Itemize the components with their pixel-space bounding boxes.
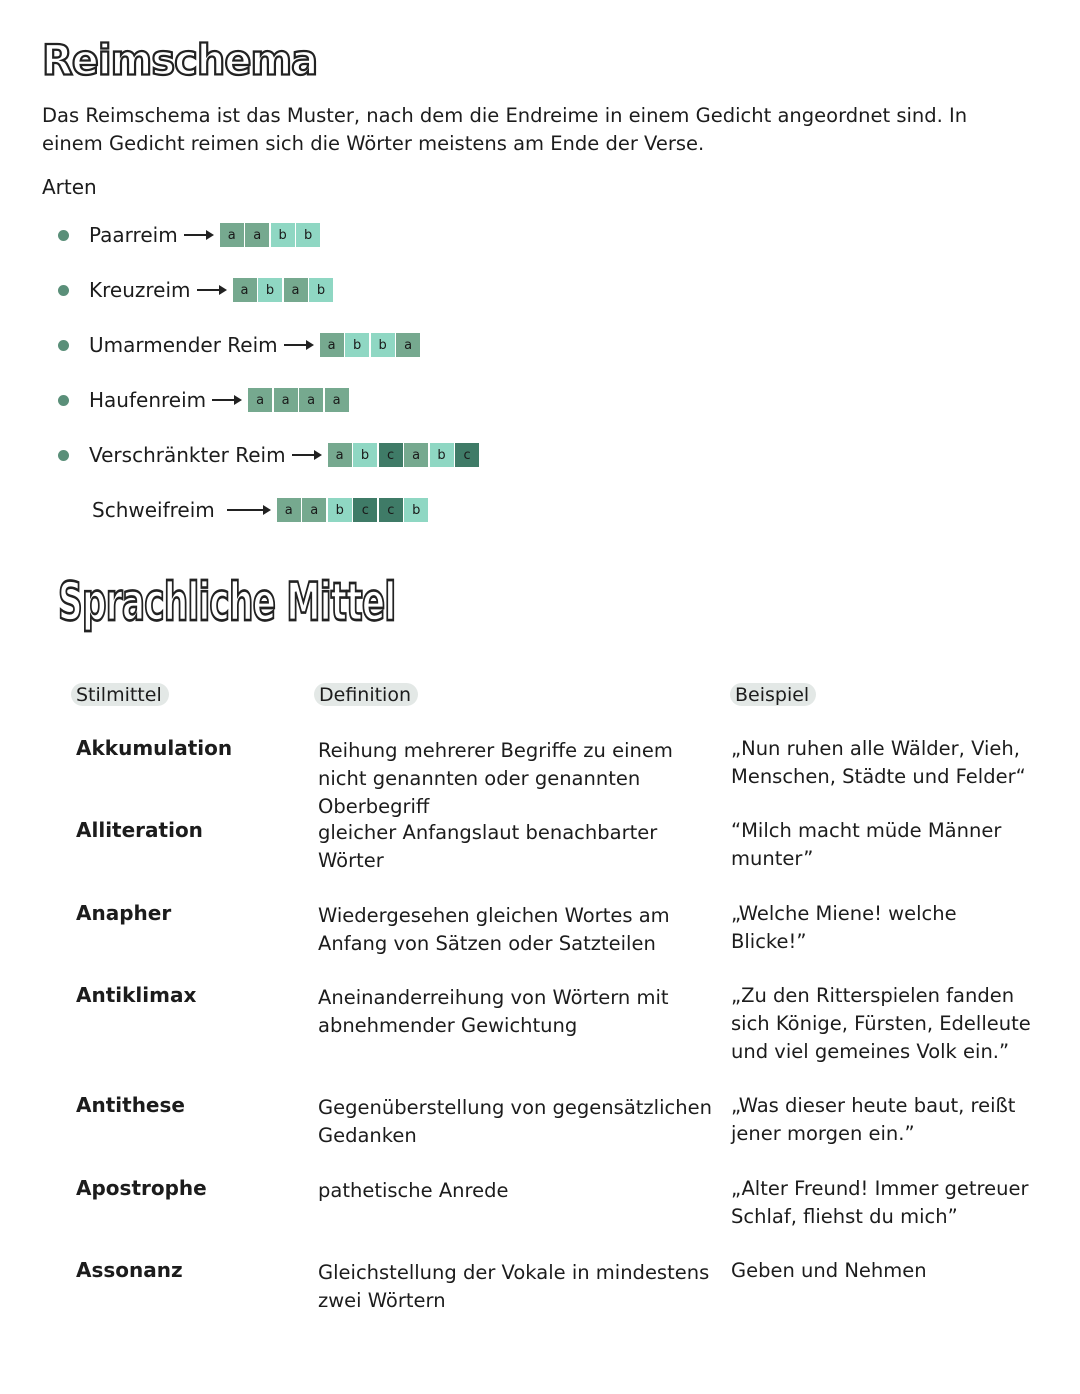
rhyme-row [58,277,335,303]
rhyme-letter-box: c [379,498,403,522]
stilmittel-definition: Aneinanderreihung von Wörtern mit abnehmender Gewichtung [318,986,669,1037]
stilmittel-term: Apostrophe [76,1176,207,1200]
rhyme-letter-box: c [455,443,479,467]
title-reimschema: Reimschema [42,36,318,86]
stilmittel-example: Geben und Nehmen [731,1259,927,1282]
stilmittel-definition: gleicher Anfangslaut benachbarter Wörter [318,821,658,872]
rhyme-letter-box: a [245,223,269,247]
bullet-icon [58,395,69,406]
rhyme-letter-box: b [430,443,454,467]
stilmittel-example: „Was dieser heute baut, reißt jener morgen ein.” [731,1094,1016,1145]
rhyme-letter-box: b [271,223,295,247]
rhyme-letter-box: a [302,498,326,522]
stilmittel-definition: Gleichstellung der Vokale in mindestens zwei Wörtern [318,1261,710,1312]
stilmittel-example: „Welche Miene! welche Blicke!” [731,902,957,953]
rhyme-pattern [328,443,481,467]
title-sprachliche-mittel: Sprachliche Mittel [58,572,396,634]
rhyme-row [92,497,430,523]
stilmittel-definition: Gegenüberstellung von gegensätzlichen Gedanken [318,1096,712,1147]
stilmittel-example: “Milch macht müde Männer munter” [731,819,1002,870]
rhyme-pattern [320,333,422,357]
stilmittel-term: Antithese [76,1093,185,1117]
arrow-right-icon [292,449,322,461]
intro-text: Das Reimschema ist das Muster, nach dem die Endreime in einem Gedicht angeordnet sind. In einem Gedicht reimen sich die Wörter meistens am Ende der Verse. [42,104,968,155]
rhyme-row [58,387,350,413]
rhyme-pattern [220,223,322,247]
rhyme-label: Umarmender Reim [89,333,278,357]
arrow-right-icon [197,284,227,296]
rhyme-letter-box: a [274,388,298,412]
arrow-right-icon [184,229,214,241]
arten-label: Arten [42,175,97,199]
stilmittel-term: Antiklimax [76,983,197,1007]
bullet-icon [58,230,69,241]
arrow-right-icon [227,504,271,516]
stilmittel-example: „Zu den Ritterspielen fanden sich Könige, Fürsten, Edelleute und viel gemeines Volk ein.” [731,984,1031,1063]
rhyme-letter-box: a [248,388,272,412]
rhyme-letter-box: a [277,498,301,522]
rhyme-letter-box: a [328,443,352,467]
arrow-right-icon [212,394,242,406]
stilmittel-term: Akkumulation [76,736,233,760]
rhyme-letter-box: a [284,278,308,302]
stilmittel-example: „Alter Freund! Immer getreuer Schlaf, fliehst du mich” [731,1177,1029,1228]
rhyme-pattern [277,498,430,522]
bullet-icon [58,450,69,461]
column-header-beispiel: Beispiel [730,683,816,706]
rhyme-letter-box: a [320,333,344,357]
rhyme-label: Schweifreim [92,498,215,522]
rhyme-letter-box: a [233,278,257,302]
rhyme-letter-box: c [353,498,377,522]
rhyme-letter-box: a [325,388,349,412]
rhyme-row [58,442,481,468]
bullet-icon [58,285,69,296]
rhyme-letter-box: b [404,498,428,522]
rhyme-label: Haufenreim [89,388,207,412]
stilmittel-definition: Reihung mehrerer Begriffe zu einem nicht genannten oder genannten Oberbegriff [318,739,673,818]
column-header-definition: Definition [314,683,418,706]
rhyme-letter-box: a [396,333,420,357]
rhyme-letter-box: b [296,223,320,247]
stilmittel-definition: pathetische Anrede [318,1179,509,1202]
rhyme-row [58,332,422,358]
bullet-icon [58,340,69,351]
stilmittel-example: „Nun ruhen alle Wälder, Vieh, Menschen, Städte und Felder“ [731,737,1026,788]
stilmittel-term: Anapher [76,901,172,925]
rhyme-letter-box: b [353,443,377,467]
column-header-stilmittel: Stilmittel [71,683,169,706]
rhyme-label: Paarreim [89,223,178,247]
rhyme-letter-box: c [379,443,403,467]
rhyme-letter-box: b [309,278,333,302]
rhyme-letter-box: b [328,498,352,522]
rhyme-pattern [248,388,350,412]
rhyme-pattern [233,278,335,302]
rhyme-label: Kreuzreim [89,278,191,302]
rhyme-letter-box: a [299,388,323,412]
rhyme-row [58,222,322,248]
rhyme-letter-box: b [345,333,369,357]
rhyme-letter-box: b [371,333,395,357]
stilmittel-term: Assonanz [76,1258,183,1282]
rhyme-letter-box: a [404,443,428,467]
rhyme-label: Verschränkter Reim [89,443,286,467]
stilmittel-term: Alliteration [76,818,203,842]
rhyme-letter-box: a [220,223,244,247]
stilmittel-definition: Wiedergesehen gleichen Wortes am Anfang von Sätzen oder Satzteilen [318,904,670,955]
rhyme-letter-box: b [258,278,282,302]
arrow-right-icon [284,339,314,351]
